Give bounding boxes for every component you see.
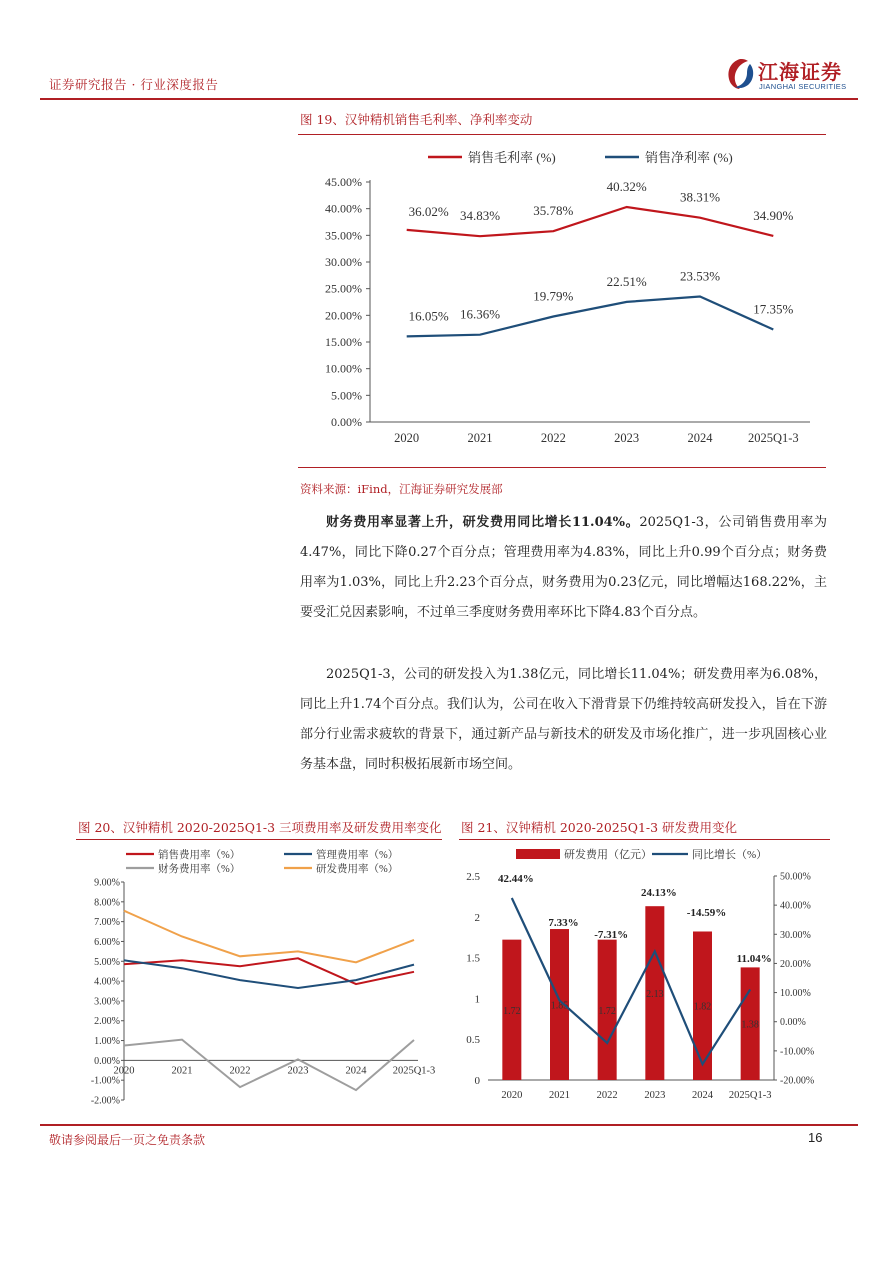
- bar-value-label: 1.38: [741, 1019, 759, 1031]
- x-tick-label: 2023: [644, 1090, 666, 1101]
- figure19-top-rule: [298, 134, 826, 135]
- figure20-title: 图 20、汉钟精机 2020-2025Q1-3 三项费用率及研发费用率变化: [78, 820, 442, 835]
- x-tick-label: 2022: [229, 1065, 251, 1077]
- page-number: 16: [808, 1130, 823, 1145]
- data-label: 34.83%: [459, 208, 501, 224]
- legend-label-1: 管理费用率（%）: [316, 850, 399, 861]
- data-label: 16.05%: [408, 308, 449, 324]
- data-label: 34.90%: [753, 207, 794, 223]
- growth-label: -7.31%: [594, 929, 629, 941]
- data-label: 17.35%: [753, 301, 794, 317]
- left-y-tick-label: 1.5: [466, 952, 480, 965]
- x-tick-label: 2020: [113, 1065, 135, 1077]
- bar-value-label: 2.13: [646, 989, 664, 1001]
- figure21-chart: [456, 842, 832, 1114]
- growth-label: -14.59%: [686, 907, 727, 919]
- bar-value-label: 1.85: [550, 1000, 569, 1012]
- footer-disclaimer: 敬请参阅最后一页之免责条款: [49, 1133, 206, 1147]
- y-tick-label: 45.00%: [325, 175, 362, 189]
- figure19-source: 资料来源：iFind，江海证券研究发展部: [300, 482, 503, 496]
- right-y-tick-label: 10.00%: [780, 988, 811, 1000]
- x-tick-label: 2020: [394, 431, 420, 445]
- figure20-top-rule: [76, 839, 442, 840]
- y-tick-label: 40.00%: [325, 201, 362, 216]
- data-label: 35.78%: [533, 203, 574, 219]
- right-y-tick-label: 20.00%: [780, 958, 811, 970]
- x-tick-label: 2023: [614, 431, 640, 445]
- header-divider: [40, 98, 858, 100]
- y-tick-label: 0.00%: [331, 415, 362, 429]
- right-y-tick-label: -10.00%: [780, 1046, 815, 1058]
- legend-swatch-0: [516, 849, 560, 859]
- y-tick-label: 6.00%: [94, 936, 120, 948]
- paragraph-expenses-lead: 财务费用率显著上升，研发费用同比增长11.04%。: [326, 515, 640, 530]
- paragraph-expenses: [300, 508, 827, 628]
- y-tick-label: 1.00%: [94, 1036, 120, 1048]
- right-y-tick-label: 40.00%: [780, 900, 811, 912]
- series-line-2: [124, 1040, 414, 1091]
- y-tick-label: 7.00%: [94, 917, 120, 929]
- bar-value-label: 1.72: [598, 1005, 616, 1017]
- x-tick-label: 2024: [692, 1090, 713, 1101]
- x-tick-label: 2021: [171, 1065, 193, 1077]
- series-line-3: [124, 911, 414, 963]
- left-y-tick-label: 0.5: [466, 1034, 480, 1047]
- growth-label: 42.44%: [497, 873, 534, 885]
- bar-value-label: 1.82: [693, 1001, 712, 1013]
- legend-label-2: 财务费用率（%）: [158, 864, 241, 875]
- y-tick-label: 5.00%: [94, 956, 120, 968]
- paragraph-rnd: 2025Q1-3，公司的研发投入为1.38亿元，同比增长11.04%；研发费用率为6.08%，同比上升1.74个百分点。我们认为，公司在收入下滑背景下仍维持较高研发投入，旨在下游部分行业需求疲软的背景下，通过新产品与新技术的研发及市场化推广，进一步巩固核心业务基本盘，同时积极拓展新市场空间。: [300, 667, 827, 772]
- left-y-tick-label: 2: [474, 911, 480, 924]
- y-tick-label: 30.00%: [325, 255, 362, 269]
- figure21-top-rule: [459, 839, 830, 840]
- x-tick-label: 2022: [596, 1090, 618, 1101]
- growth-label: 7.33%: [548, 917, 579, 929]
- data-label: 19.79%: [533, 288, 574, 304]
- bar-value-label: 1.72: [503, 1005, 521, 1017]
- y-tick-label: -1.00%: [90, 1075, 120, 1087]
- x-tick-label: 2025Q1-3: [728, 1090, 772, 1101]
- logo-emblem-icon: [722, 56, 758, 92]
- growth-label: 24.13%: [640, 887, 677, 899]
- x-tick-label: 2020: [501, 1090, 523, 1101]
- left-y-tick-label: 1: [474, 993, 480, 1006]
- x-tick-label: 2023: [287, 1065, 309, 1077]
- y-tick-label: 25.00%: [325, 281, 362, 296]
- y-tick-label: 10.00%: [325, 361, 362, 376]
- paragraph-expenses-body: 2025Q1-3，公司销售费用率为4.47%，同比下降0.27个百分点；管理费用率为4.83%，同比上升0.99个百分点；财务费用率为1.03%，同比上升2.23个百分点，财务费用为0.23亿元，同比增幅达168.22%，主要受汇兑因素影响，不过单三季度财务费用率环比下降4.83个百分点。: [300, 515, 827, 620]
- brand-logo: [722, 54, 852, 94]
- brand-name-en: JIANGHAI SECURITIES: [759, 82, 847, 91]
- y-tick-label: 2.00%: [94, 1016, 120, 1028]
- left-y-tick-label: 2.5: [466, 871, 480, 883]
- figure20-chart: [76, 842, 446, 1114]
- x-tick-label: 2021: [467, 431, 493, 445]
- right-y-tick-label: -20.00%: [780, 1075, 815, 1087]
- y-tick-label: 15.00%: [325, 335, 362, 349]
- right-y-tick-label: 30.00%: [780, 929, 811, 941]
- growth-label: 11.04%: [736, 953, 772, 965]
- report-type-header: 证券研究报告 · 行业深度报告: [49, 77, 219, 92]
- legend-label-0: 销售费用率（%）: [158, 850, 241, 861]
- x-tick-label: 2024: [687, 431, 713, 445]
- series-line-0: [124, 958, 414, 984]
- right-y-tick-label: 0.00%: [780, 1017, 806, 1029]
- data-label: 16.36%: [459, 306, 501, 322]
- y-tick-label: 5.00%: [331, 388, 362, 403]
- footer-divider: [40, 1124, 858, 1126]
- x-tick-label: 2022: [540, 431, 566, 445]
- legend-label-0: 销售毛利率 (%): [468, 150, 556, 165]
- y-tick-label: 3.00%: [94, 996, 120, 1008]
- x-tick-label: 2025Q1-3: [392, 1065, 436, 1077]
- legend-label-1: 同比增长（%）: [692, 849, 768, 861]
- figure19-bottom-rule: [298, 467, 826, 468]
- y-tick-label: 35.00%: [325, 228, 362, 243]
- data-label: 40.32%: [606, 178, 647, 194]
- y-tick-label: -2.00%: [90, 1095, 120, 1107]
- legend-label-1: 销售净利率 (%): [645, 150, 733, 165]
- figure21-title: 图 21、汉钟精机 2020-2025Q1-3 研发费用变化: [461, 820, 738, 835]
- y-tick-label: 20.00%: [325, 308, 362, 323]
- x-tick-label: 2021: [549, 1090, 570, 1101]
- right-y-tick-label: 50.00%: [780, 871, 811, 883]
- y-tick-label: 0.00%: [94, 1055, 120, 1067]
- x-tick-label: 2024: [345, 1065, 367, 1077]
- x-tick-label: 2025Q1-3: [747, 431, 799, 445]
- legend-label-0: 研发费用（亿元）: [564, 849, 652, 861]
- brand-name-cn: 江海证券: [758, 60, 842, 84]
- figure19-chart: [298, 138, 828, 456]
- data-label: 38.31%: [679, 189, 721, 205]
- data-label: 22.51%: [606, 273, 647, 289]
- data-label: 23.53%: [679, 268, 721, 284]
- y-tick-label: 8.00%: [94, 897, 120, 909]
- y-tick-label: 9.00%: [94, 877, 120, 889]
- y-tick-label: 4.00%: [94, 976, 120, 988]
- left-y-tick-label: 0: [474, 1075, 480, 1087]
- figure19-title: 图 19、汉钟精机销售毛利率、净利率变动: [300, 112, 533, 127]
- data-label: 36.02%: [408, 203, 449, 219]
- legend-label-3: 研发费用率（%）: [316, 864, 399, 875]
- series-line-1: [124, 960, 414, 988]
